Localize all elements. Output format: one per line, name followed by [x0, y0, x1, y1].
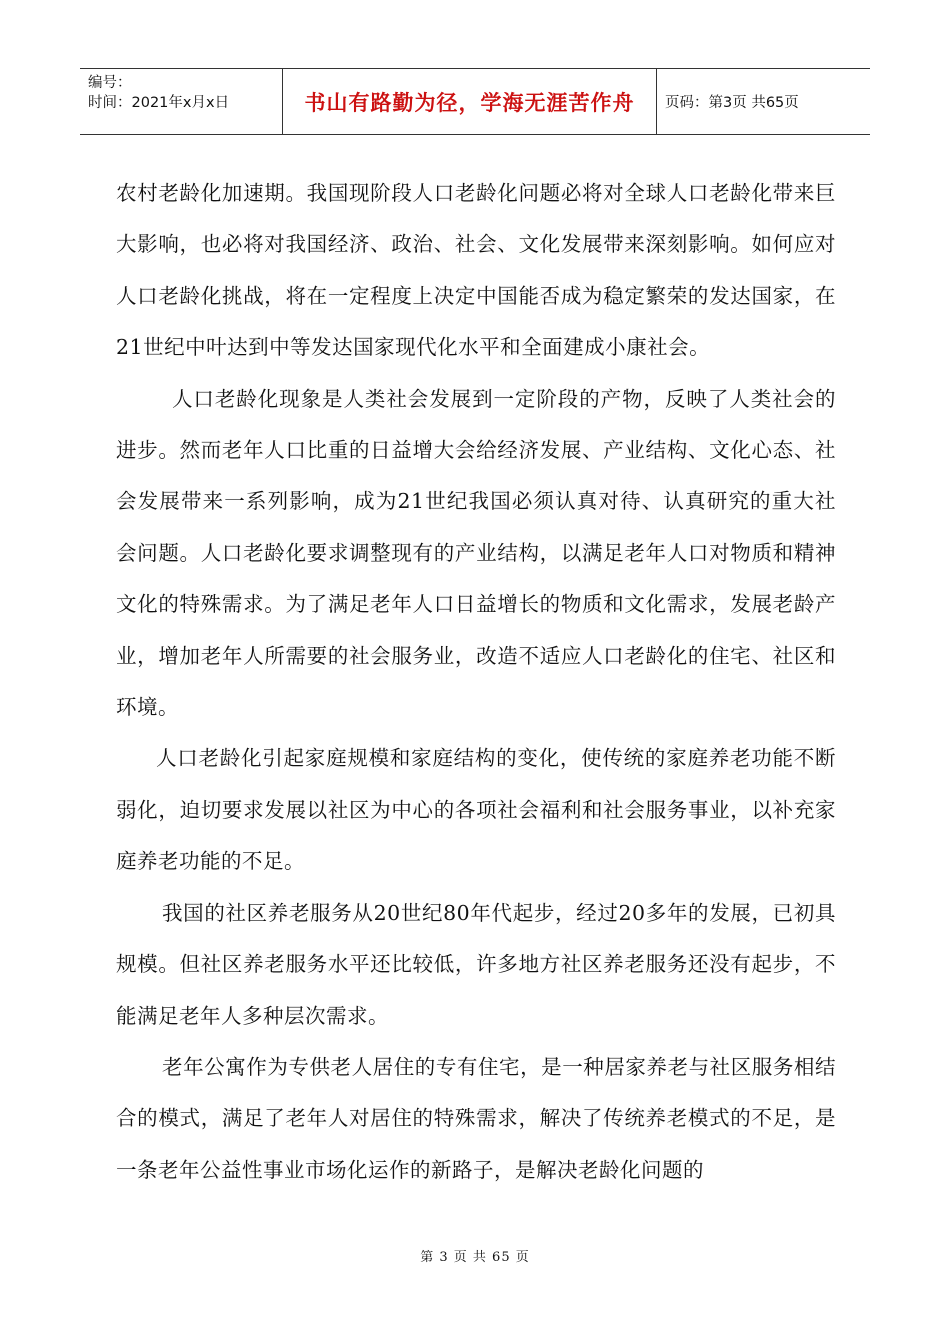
paragraph: 农村老龄化加速期。我国现阶段人口老龄化问题必将对全球人口老龄化带来巨大影响，也必将对我国经济、政治、社会、文化发展带来深刻影响。如何应对人口老龄化挑战，将在一定程度上决定中国能否成为稳定繁荣的发达国家，在21世纪中叶达到中等发达国家现代化水平和全面建成小康社会。 [116, 181, 836, 360]
header-info-cell [80, 69, 283, 134]
paragraph: 人口老龄化引起家庭规模和家庭结构的变化，使传统的家庭养老功能不断弱化，迫切要求发展以社区为中心的各项社会福利和社会服务事业，以补充家庭养老功能的不足。 [116, 746, 836, 874]
document-body [116, 168, 836, 1196]
paragraph: 人口老龄化现象是人类社会发展到一定阶段的产物，反映了人类社会的进步。然而老年人口比重的日益增大会给经济发展、产业结构、文化心态、社会发展带来一系列影响，成为21世纪我国必须认真对待、认真研究的重大社会问题。人口老龄化要求调整现有的产业结构，以满足老年人口对物质和精神文化的特殊需求。为了满足老年人口日益增长的物质和文化需求，发展老龄产业，增加老年人所需要的社会服务业，改造不适应人口老龄化的住宅、社区和环境。 [116, 386, 836, 720]
paragraph: 我国的社区养老服务从20世纪80年代起步，经过20多年的发展，已初具规模。但社区养老服务水平还比较低，许多地方社区养老服务还没有起步，不能满足老年人多种层次需求。 [116, 900, 836, 1028]
page-footer: 第 3 页 共 65 页 [420, 1250, 530, 1265]
header-page-cell [657, 69, 870, 134]
paragraph: 老年公寓作为专供老人居住的专有住宅，是一种居家养老与社区服务相结合的模式，满足了老年人对居住的特殊需求，解决了传统养老模式的不足，是一条老年公益性事业市场化运作的新路子，是解决老龄化问题的 [116, 1054, 836, 1182]
header-motto-cell [283, 69, 657, 134]
header-motto: 书山有路勤为径，学海无涯苦作舟 [304, 90, 635, 115]
header-page-code: 页码：第3页 共65页 [665, 95, 799, 111]
document-header [80, 68, 870, 135]
document-number-label: 编号： [88, 75, 132, 91]
document-time-label: 时间：2021年x月x日 [88, 95, 230, 111]
